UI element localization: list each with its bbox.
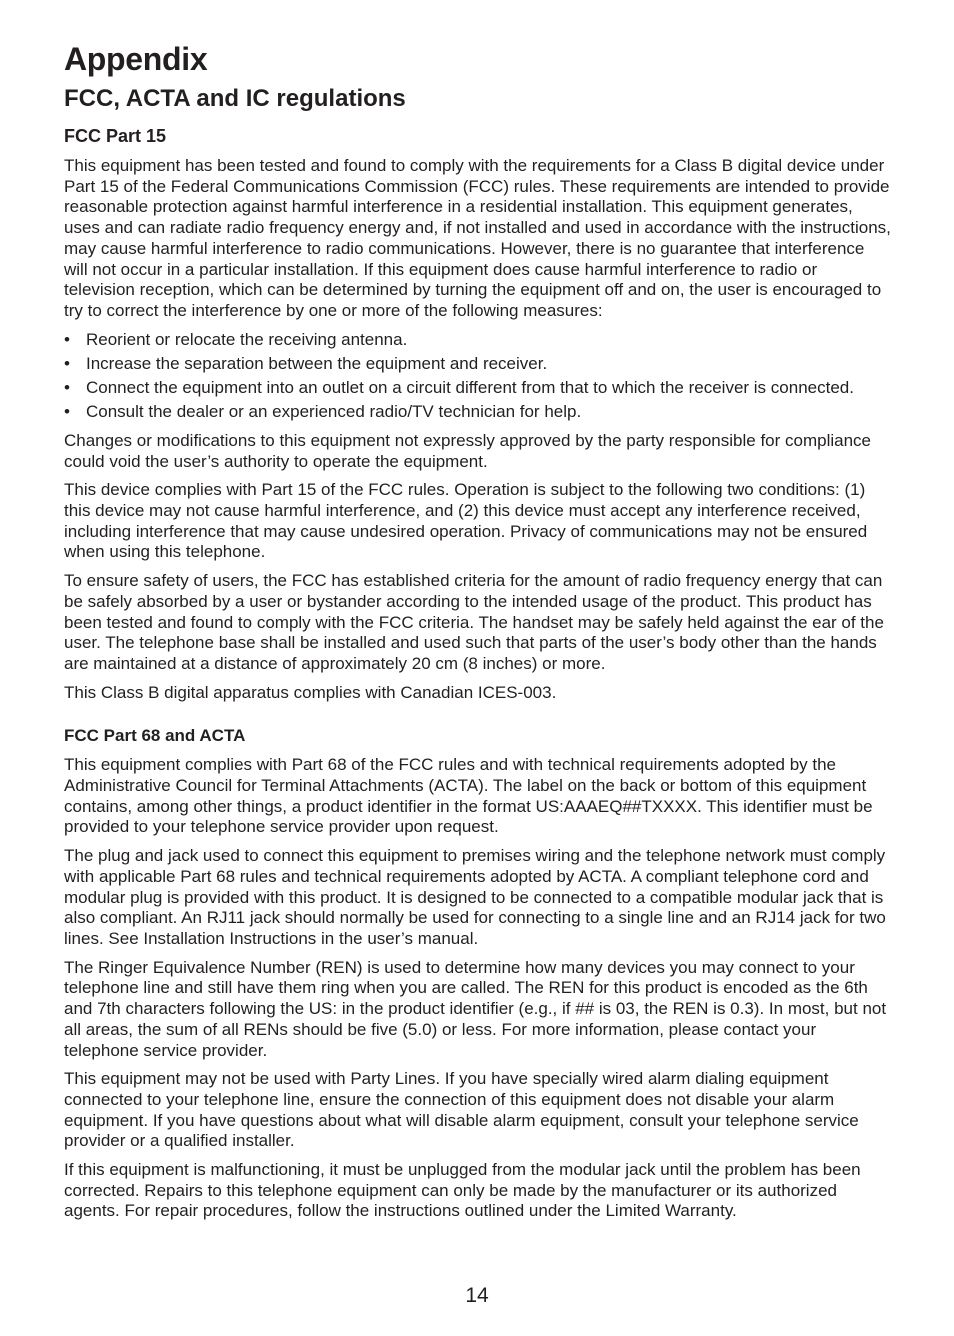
list-item: • Connect the equipment into an outlet on a circuit different from that to which the receiver is connected. — [64, 378, 892, 399]
list-item: • Consult the dealer or an experienced radio/TV technician for help. — [64, 402, 892, 423]
section-title: FCC, ACTA and IC regulations — [64, 85, 406, 112]
fcc68-paragraph-5: If this equipment is malfunctioning, it must be unplugged from the modular jack until the problem has been corrected. Repairs to this telephone equipment can only be made by the manufacturer or its authorized agents. For repair procedures, follow the instructions outlined under the Limited Warranty. — [64, 1160, 861, 1221]
list-item: • Reorient or relocate the receiving antenna. — [64, 330, 892, 351]
fcc-part-15-heading: FCC Part 15 — [64, 126, 167, 146]
fcc68-paragraph-2: The plug and jack used to connect this equipment to premises wiring and the telephone network must comply with applicable Part 68 rules and technical requirements adopted by ACTA. A compliant telephone cord and modular plug is provided with this product. It is designed to be connected to a compatible modular jack that is also compliant. An RJ11 jack should normally be used for connecting to a single line and an RJ14 jack for two lines. See Installation Instructions in the user’s manual. — [64, 846, 886, 948]
page-number: 14 — [465, 1284, 489, 1307]
fcc-part-68-heading: FCC Part 68 and ACTA — [64, 726, 246, 746]
fcc68-paragraph-3: The Ringer Equivalence Number (REN) is used to determine how many devices you may connect to your telephone line and still have them ring when you are called. The REN for this product is encoded as the 6th and 7th characters following the US: in the product identifier (e.g., if ## is 03, the REN is 0.3). In most, but not all areas, the sum of all RENs should be five (5.0) or less. For more information, please contact your telephone service provider. — [64, 957, 887, 1060]
fcc15-measures-list — [64, 330, 892, 423]
fcc15-paragraph-5: This Class B digital apparatus complies with Canadian ICES-003. — [64, 682, 557, 702]
fcc15-paragraph-1: This equipment has been tested and found to comply with the requirements for a Class B digital device under Part 15 of the Federal Communications Commission (FCC) rules. These requirements are intended to provide reasonable protection against harmful interference in a residential installation. This equipment generates, uses and can radiate radio frequency energy and, if not installed and used in accordance with the instructions, may cause harmful interference to radio communications. However, there is no guarantee that interference will not occur in a particular installation. If this equipment does cause harmful interference to radio or television reception, which can be determined by turning the equipment off and on, the user is encouraged to try to correct the interference by one or more of the following measures: — [64, 156, 891, 320]
fcc68-paragraph-1: This equipment complies with Part 68 of the FCC rules and with technical requirements adopted by the Administrative Council for Terminal Attachments (ACTA). The label on the back or bottom of this equipment contains, among other things, a product identifier in the format US:AAAEQ##TXXXX. This identifier must be provided to your telephone service provider upon request. — [64, 755, 873, 837]
fcc68-paragraph-4: This equipment may not be used with Party Lines. If you have specially wired alarm dialing equipment connected to your telephone line, ensure the connection of this equipment does not disable your alarm equipment. If you have questions about what will disable alarm equipment, consult your telephone service provider or a qualified installer. — [64, 1069, 859, 1151]
list-item: • Increase the separation between the equipment and receiver. — [64, 354, 892, 375]
page-title: Appendix — [64, 41, 208, 77]
document-page — [64, 38, 892, 1222]
fcc15-paragraph-3: This device complies with Part 15 of the FCC rules. Operation is subject to the following two conditions: (1) this device may not cause harmful interference, and (2) this device must accept any interference received, including interference that may cause undesired operation. Privacy of communications may not be ensured when using this telephone. — [64, 480, 868, 562]
fcc15-paragraph-2: Changes or modifications to this equipment not expressly approved by the party responsible for compliance could void the user’s authority to operate the equipment. — [64, 430, 871, 471]
fcc15-paragraph-4: To ensure safety of users, the FCC has established criteria for the amount of radio frequency energy that can be safely absorbed by a user or bystander according to the intended usage of the product. This product has been tested and found to comply with the FCC criteria. The handset may be safely held against the ear of the user. The telephone base shall be installed and used such that parts of the user’s body other than the hands are maintained at a distance of approximately 20 cm (8 inches) or more. — [64, 571, 884, 673]
